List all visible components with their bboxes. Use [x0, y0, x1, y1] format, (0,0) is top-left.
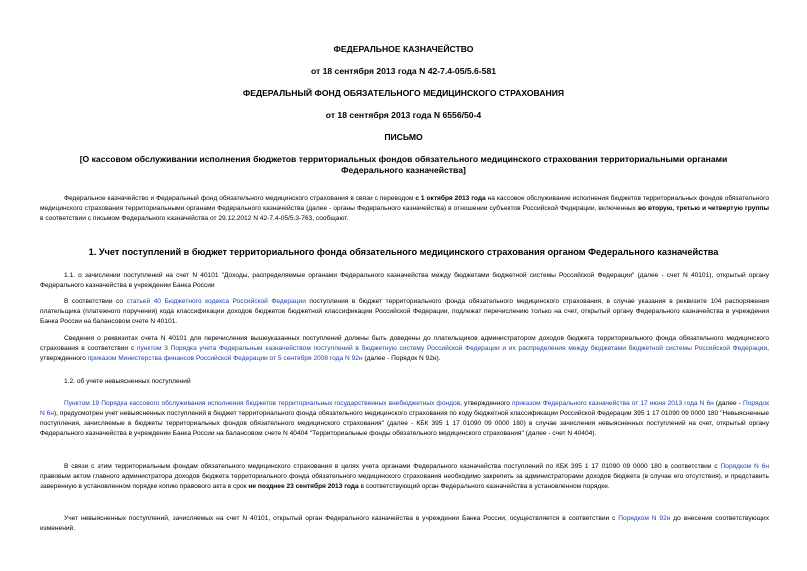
paragraph-in-connection — [40, 462, 769, 492]
point19-text-3: ), предусмотрен учет невыясненных поступлений в бюджет территориального фонда обязательного медицинского страхования по коду бюджетной классификации Российской Федерации 395 1 17 01090 09 0000 180 "Невыясненные поступления, зачисляемые в бюджеты территориальных фондов обязательного медицинского страхования" (далее - КБК 395 1 17 01090 09 0000 180) в случае зачисления невыясненных поступлений на счет, открытый органу Федерального казначейства в учреждении Банка России на балансовом счете N 40404 "Территориальные фонды обязательного медицинского страхования" (далее - счет N 40404). — [40, 410, 769, 437]
connection-text-1: В связи с этим территориальным фондам обязательного медицинского страхования в целях учета органами Федерального казначейства поступлений по КБК 395 1 17 01090 09 0000 180 в соответствии с — [64, 463, 721, 470]
paragraph-1-2: 1.2. об учете невыясненных поступлений — [64, 378, 191, 385]
point19-text-1: , утвержденного — [460, 400, 512, 407]
requisites-text-3: (далее - Порядок N 92н). — [362, 355, 441, 362]
intro-bold-groups: во вторую, третью и четвертую группы — [637, 205, 769, 212]
unidentified-text-1: Учет невыясненных поступлений, зачисляемых на счет N 40101, открытый орган Федерального казначейства в учреждении Банка России, осуществляется в соответствии с — [64, 515, 619, 522]
connection-text-2: правовым актом главного администратора доходов бюджета территориального фонда обязательного медицинского страхования необходимо закрепить за администраторами доходов бюджета (в случае его отсутствия), и представить заверенную в установленном порядке копию правового акта в срок — [40, 473, 769, 490]
subject-line1: [О кассовом обслуживании исполнения бюджетов территориальных фондов обязательного медицинского страхования территориальными органами — [79, 154, 728, 164]
link-minfin-order-92n[interactable]: приказом Министерства финансов Российской Федерации от 5 сентября 2008 года N 92н — [87, 355, 363, 362]
requisites-text-2: , утвержденного — [40, 345, 770, 362]
intro-text-1: Федеральное казначейство и Федеральный фонд обязательного медицинского страхования в связи с переводом — [64, 195, 416, 202]
paragraph-article40 — [40, 297, 769, 327]
unidentified-text-2: до внесения соответствующих изменений. — [40, 515, 769, 532]
section-1-title: 1. Учет поступлений в бюджет территориального фонда обязательного медицинского страхования органом Федерального казначейства — [88, 247, 719, 257]
connection-text-3: в соответствующий орган Федерального казначейства в установленном порядке. — [358, 483, 610, 490]
link-point19-procedure[interactable]: Пунктом 19 Порядка кассового обслуживания исполнения бюджетов территориальных государственных внебюджетных фондов — [64, 400, 461, 407]
link-treasury-order-6n[interactable]: приказом Федерального казначейства от 17 июня 2013 года N 6н — [511, 400, 714, 407]
intro-paragraph — [40, 194, 769, 224]
link-budget-code-article40[interactable]: статьей 40 Бюджетного кодекса Российской Федерации — [126, 298, 306, 305]
intro-text-2: на кассовое обслуживание исполнения бюджетов территориальных фондов обязательного медицинского страхования территориальными органами Федерального казначейства (далее - органы Федерального казначейства) в отношении субъектов Российской Федерации, включенных — [40, 195, 769, 212]
article40-text-2: поступления в бюджет территориального фонда обязательного медицинского страхования, в случае указания в реквизите 104 распоряжения плательщика (платежного поручения) кода классификации доходов бюджетов бюджетной классификации Российской Федерации, подлежат перечислению только на счет, открытый органу Федерального казначейства в учреждении Банка России на балансовом счете N 40101. — [40, 298, 769, 325]
link-procedure-6n-2[interactable]: Порядком N 6н — [720, 463, 769, 470]
header-date2: от 18 сентября 2013 года N 6556/50-4 — [325, 110, 482, 120]
paragraph-unidentified — [40, 514, 769, 534]
connection-bold-deadline: не позднее 23 сентября 2013 года — [248, 483, 359, 490]
header-org1: ФЕДЕРАЛЬНОЕ КАЗНАЧЕЙСТВО — [333, 44, 474, 54]
paragraph-1-1: 1.1. о зачислении поступлений на счет N 40101 "Доходы, распределяемые органами Федерального казначейства между бюджетами бюджетной системы Российской Федерации" (далее - счет N 40101), открытый органу Федерального казначейства в учреждении Банка России — [40, 272, 769, 289]
intro-bold-date: с 1 октября 2013 года — [415, 195, 486, 202]
subject-line2: Федерального казначейства] — [341, 165, 466, 175]
doc-type: ПИСЬМО — [384, 132, 423, 142]
header-date1: от 18 сентября 2013 года N 42-7.4-05/5.6-581 — [310, 66, 497, 76]
link-procedure-point3[interactable]: пунктом 3 Порядка учета Федеральным казначейством поступлений в бюджетную систему Российской Федерации и их распределения между бюджетами бюджетной системы Российской Федерации — [136, 345, 768, 352]
header-org2: ФЕДЕРАЛЬНЫЙ ФОНД ОБЯЗАТЕЛЬНОГО МЕДИЦИНСКОГО СТРАХОВАНИЯ — [242, 88, 565, 98]
intro-text-3: в соответствии с письмом Федерального казначейства от 29.12.2012 N 42-7.4-05/5.3-763, сообщают. — [40, 215, 349, 222]
link-procedure-6n[interactable]: Порядок N 6н — [40, 400, 769, 417]
link-procedure-92n[interactable]: Порядком N 92н — [618, 515, 671, 522]
requisites-text-1: Сведения о реквизитах счета N 40101 для перечисления вышеуказанных поступлений должны быть доведены до плательщиков администратором доходов бюджета территориального фонда обязательного медицинского страхования в соответствии с — [40, 335, 769, 352]
article40-text-1: В соответствии со — [64, 298, 127, 305]
point19-text-2: (далее - — [713, 400, 744, 407]
paragraph-point19 — [40, 399, 769, 439]
paragraph-requisites — [40, 334, 769, 364]
